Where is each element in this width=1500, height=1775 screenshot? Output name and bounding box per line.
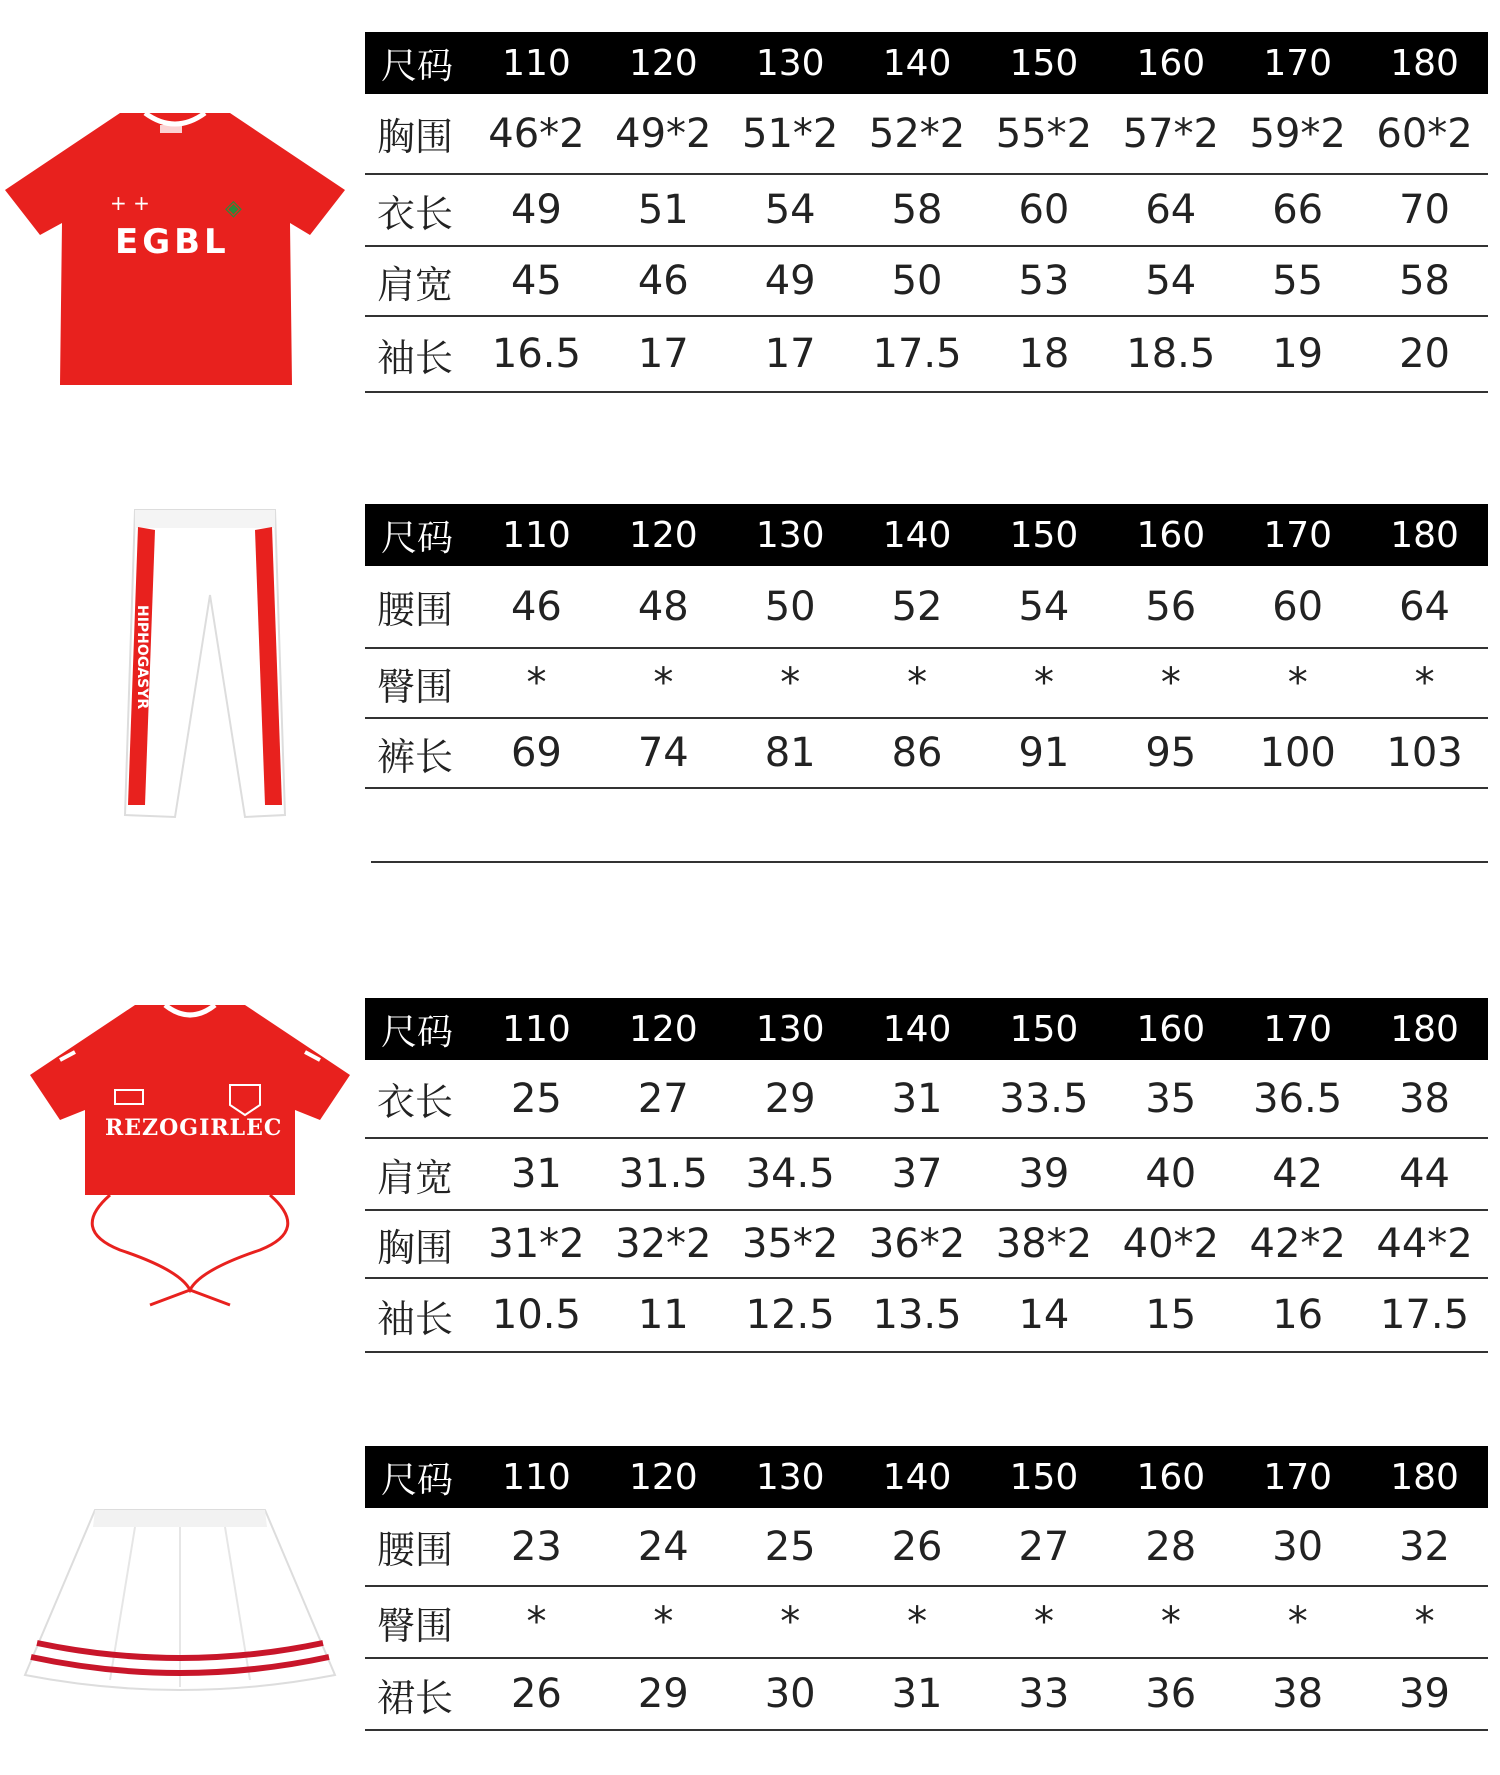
cell: 25 — [473, 1060, 600, 1138]
cell: 51*2 — [727, 94, 854, 174]
cell: 49 — [473, 174, 600, 246]
row-label: 腰围 — [365, 1508, 473, 1586]
cell: 32 — [1361, 1508, 1488, 1586]
cell: 25 — [727, 1508, 854, 1586]
crop-top-logo-text: REZOGIRLEC — [105, 1115, 283, 1141]
cell: * — [473, 648, 600, 718]
table-row — [365, 718, 1488, 788]
cell: 60 — [981, 174, 1108, 246]
cell: 69 — [473, 718, 600, 788]
cell: 33.5 — [981, 1060, 1108, 1138]
size-180: 180 — [1390, 1008, 1459, 1050]
cell: 81 — [727, 718, 854, 788]
row-label: 臀围 — [365, 648, 473, 718]
cell: 11 — [600, 1278, 727, 1352]
size-120: 120 — [628, 514, 698, 556]
product-image-skirt — [15, 1505, 345, 1705]
cell: * — [854, 648, 981, 718]
cell: 103 — [1361, 718, 1488, 788]
size-170: 170 — [1263, 1456, 1333, 1498]
cell: * — [727, 1586, 854, 1658]
cell: 30 — [727, 1658, 854, 1730]
size-table-tshirt — [365, 32, 1488, 393]
cell: 74 — [600, 718, 727, 788]
cell: * — [981, 1586, 1108, 1658]
size-160: 160 — [1136, 42, 1206, 84]
cell: 30 — [1234, 1508, 1361, 1586]
cell: 29 — [600, 1658, 727, 1730]
cell: 24 — [600, 1508, 727, 1586]
cell: 46 — [473, 566, 600, 648]
table-row — [365, 1658, 1488, 1730]
cell: * — [1107, 1586, 1234, 1658]
row-label: 裙长 — [365, 1658, 473, 1730]
cell: 31 — [854, 1658, 981, 1730]
size-header-row — [365, 998, 1488, 1060]
size-header-row — [365, 504, 1488, 566]
cell: 36 — [1107, 1658, 1234, 1730]
cell: 37 — [854, 1138, 981, 1210]
size-140: 140 — [882, 42, 952, 84]
cell: 31 — [854, 1060, 981, 1138]
table-row — [365, 1278, 1488, 1352]
cell: 60*2 — [1361, 94, 1488, 174]
cell: * — [1234, 1586, 1361, 1658]
cell: * — [981, 648, 1108, 718]
row-label: 袖长 — [365, 1278, 473, 1352]
size-180: 180 — [1390, 42, 1459, 84]
cell: * — [727, 648, 854, 718]
cell: 49 — [727, 246, 854, 316]
cell: 16.5 — [473, 316, 600, 392]
cell: * — [1234, 648, 1361, 718]
cell: * — [600, 1586, 727, 1658]
table-row — [365, 1210, 1488, 1278]
table-row — [365, 1060, 1488, 1138]
cell: 66 — [1234, 174, 1361, 246]
cell: 52 — [854, 566, 981, 648]
row-label: 肩宽 — [365, 1138, 473, 1210]
cell: 54 — [1107, 246, 1234, 316]
cell: 34.5 — [727, 1138, 854, 1210]
cell: 38 — [1234, 1658, 1361, 1730]
cell: 46 — [600, 246, 727, 316]
cell: 18 — [981, 316, 1108, 392]
cell: 36*2 — [854, 1210, 981, 1278]
cell: 56 — [1107, 566, 1234, 648]
cell: 23 — [473, 1508, 600, 1586]
cell: 49*2 — [600, 94, 727, 174]
size-160: 160 — [1136, 514, 1206, 556]
cell: 39 — [1361, 1658, 1488, 1730]
row-label: 胸围 — [365, 1210, 473, 1278]
size-110: 110 — [502, 514, 571, 556]
table-row — [365, 246, 1488, 316]
row-label: 胸围 — [365, 94, 473, 174]
cell: 42 — [1234, 1138, 1361, 1210]
size-130: 130 — [755, 1456, 825, 1498]
size-150: 150 — [1009, 514, 1079, 556]
cell: 14 — [981, 1278, 1108, 1352]
cell: 27 — [600, 1060, 727, 1138]
size-140: 140 — [882, 514, 952, 556]
size-160: 160 — [1136, 1456, 1206, 1498]
cell: * — [1107, 648, 1234, 718]
row-label: 腰围 — [365, 566, 473, 648]
product-image-pants — [110, 505, 300, 825]
svg-text:+ +: + + — [110, 191, 150, 215]
cell: 13.5 — [854, 1278, 981, 1352]
size-table-skirt — [365, 1446, 1488, 1731]
size-header-label: 尺码 — [381, 1011, 454, 1053]
cell: 51 — [600, 174, 727, 246]
cell: 70 — [1361, 174, 1488, 246]
cell: 10.5 — [473, 1278, 600, 1352]
row-label: 衣长 — [365, 174, 473, 246]
cell: 50 — [854, 246, 981, 316]
size-header-label: 尺码 — [381, 45, 454, 87]
cell: 59*2 — [1234, 94, 1361, 174]
cell: 32*2 — [600, 1210, 727, 1278]
size-180: 180 — [1390, 514, 1459, 556]
cell: 17.5 — [854, 316, 981, 392]
cell: 17 — [600, 316, 727, 392]
cell: 64 — [1107, 174, 1234, 246]
divider — [371, 861, 1488, 863]
cell: 45 — [473, 246, 600, 316]
cell: 55*2 — [981, 94, 1108, 174]
product-image-tshirt — [0, 105, 350, 395]
size-110: 110 — [502, 1456, 571, 1498]
size-170: 170 — [1263, 42, 1333, 84]
size-140: 140 — [882, 1008, 952, 1050]
cell: * — [854, 1586, 981, 1658]
cell: 38*2 — [981, 1210, 1108, 1278]
cell: 35*2 — [727, 1210, 854, 1278]
svg-text:◈: ◈ — [225, 196, 242, 221]
cell: 86 — [854, 718, 981, 788]
size-120: 120 — [628, 1008, 698, 1050]
cell: 31.5 — [600, 1138, 727, 1210]
cell: 91 — [981, 718, 1108, 788]
size-150: 150 — [1009, 42, 1079, 84]
row-label: 肩宽 — [365, 246, 473, 316]
cell: 40 — [1107, 1138, 1234, 1210]
cell: 36.5 — [1234, 1060, 1361, 1138]
row-label: 袖长 — [365, 316, 473, 392]
pants-logo-text: HIPHOGASYR — [134, 605, 150, 710]
cell: 58 — [1361, 246, 1488, 316]
cell: 20 — [1361, 316, 1488, 392]
size-header-label: 尺码 — [381, 517, 454, 559]
cell: 31 — [473, 1138, 600, 1210]
size-180: 180 — [1390, 1456, 1459, 1498]
cell: * — [473, 1586, 600, 1658]
table-row — [365, 316, 1488, 392]
size-130: 130 — [755, 1008, 825, 1050]
row-label: 衣长 — [365, 1060, 473, 1138]
cell: 53 — [981, 246, 1108, 316]
size-header-row — [365, 32, 1488, 94]
cell: 26 — [473, 1658, 600, 1730]
size-130: 130 — [755, 42, 825, 84]
cell: 44 — [1361, 1138, 1488, 1210]
cell: 33 — [981, 1658, 1108, 1730]
cell: 12.5 — [727, 1278, 854, 1352]
table-row — [365, 1586, 1488, 1658]
cell: 16 — [1234, 1278, 1361, 1352]
size-120: 120 — [628, 1456, 698, 1498]
cell: 46*2 — [473, 94, 600, 174]
cell: 15 — [1107, 1278, 1234, 1352]
cell: 27 — [981, 1508, 1108, 1586]
table-row — [365, 1138, 1488, 1210]
cell: 52*2 — [854, 94, 981, 174]
cell: * — [1361, 648, 1488, 718]
table-row — [365, 94, 1488, 174]
size-header-label: 尺码 — [381, 1459, 454, 1501]
size-110: 110 — [502, 1008, 571, 1050]
cell: 54 — [727, 174, 854, 246]
cell: 26 — [854, 1508, 981, 1586]
cell: 95 — [1107, 718, 1234, 788]
cell: 54 — [981, 566, 1108, 648]
cell: 17.5 — [1361, 1278, 1488, 1352]
cell: 28 — [1107, 1508, 1234, 1586]
size-table-crop-top — [365, 998, 1488, 1353]
table-row — [365, 1508, 1488, 1586]
size-header-row — [365, 1446, 1488, 1508]
cell: 60 — [1234, 566, 1361, 648]
cell: 31*2 — [473, 1210, 600, 1278]
cell: 17 — [727, 316, 854, 392]
cell: 39 — [981, 1138, 1108, 1210]
cell: 48 — [600, 566, 727, 648]
size-130: 130 — [755, 514, 825, 556]
tshirt-logo-text: EGBL — [115, 222, 230, 262]
size-120: 120 — [628, 42, 698, 84]
cell: 18.5 — [1107, 316, 1234, 392]
cell: 55 — [1234, 246, 1361, 316]
table-row — [365, 174, 1488, 246]
table-row — [365, 566, 1488, 648]
cell: 58 — [854, 174, 981, 246]
cell: 19 — [1234, 316, 1361, 392]
cell: 50 — [727, 566, 854, 648]
size-150: 150 — [1009, 1456, 1079, 1498]
size-170: 170 — [1263, 514, 1333, 556]
table-row — [365, 648, 1488, 718]
cell: 64 — [1361, 566, 1488, 648]
cell: 42*2 — [1234, 1210, 1361, 1278]
cell: 57*2 — [1107, 94, 1234, 174]
row-label: 臀围 — [365, 1586, 473, 1658]
cell: 100 — [1234, 718, 1361, 788]
cell: 44*2 — [1361, 1210, 1488, 1278]
cell: * — [1361, 1586, 1488, 1658]
size-140: 140 — [882, 1456, 952, 1498]
size-160: 160 — [1136, 1008, 1206, 1050]
size-170: 170 — [1263, 1008, 1333, 1050]
product-image-crop-top — [30, 1000, 360, 1320]
size-110: 110 — [502, 42, 571, 84]
cell: 38 — [1361, 1060, 1488, 1138]
cell: 29 — [727, 1060, 854, 1138]
cell: 40*2 — [1107, 1210, 1234, 1278]
size-table-pants — [365, 504, 1488, 789]
cell: * — [600, 648, 727, 718]
size-150: 150 — [1009, 1008, 1079, 1050]
row-label: 裤长 — [365, 718, 473, 788]
cell: 35 — [1107, 1060, 1234, 1138]
